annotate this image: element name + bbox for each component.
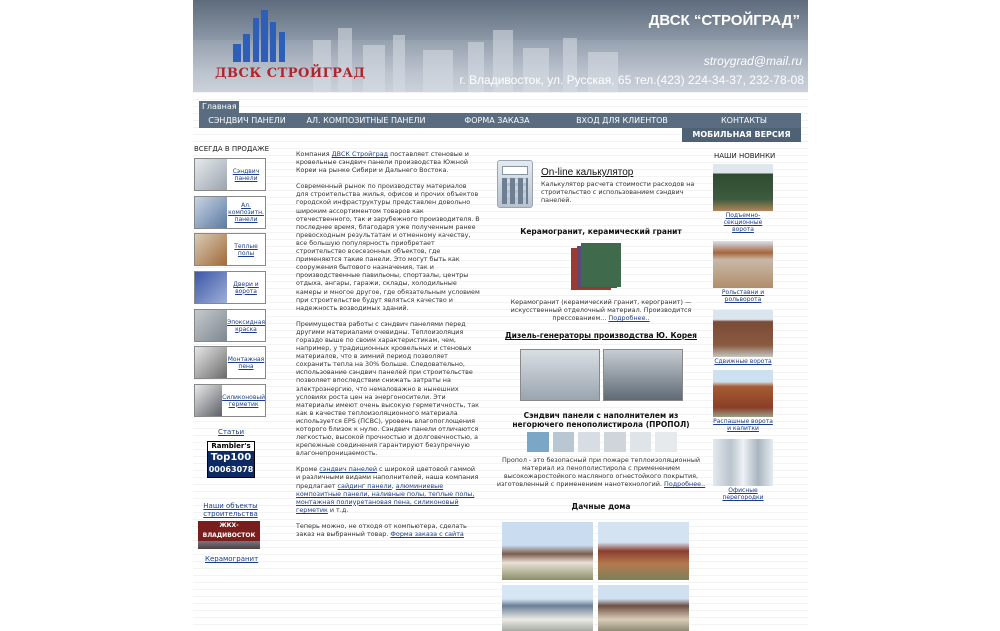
sandwich-panels-link[interactable]: сэндвич панелей bbox=[319, 465, 378, 474]
mobile-version-button[interactable]: МОБИЛЬНАЯ ВЕРСИЯ bbox=[682, 128, 801, 142]
calculator-icon[interactable] bbox=[497, 160, 533, 208]
propol-panels-title[interactable]: Сэндвич панели с наполнителем из негорючего пенополистирола (ПРОПОЛ) bbox=[512, 411, 690, 429]
category-aluminum-panels[interactable]: Ал. композитн. панели bbox=[194, 196, 266, 229]
online-calculator-title[interactable]: On-line калькулятор bbox=[541, 167, 634, 178]
new-item-image[interactable] bbox=[713, 164, 773, 211]
brand-name: ДВСК “СТРОЙГРАД” bbox=[648, 12, 800, 29]
new-item-sliding-gates[interactable]: Сдвижные ворота bbox=[713, 310, 773, 365]
logo-text[interactable]: ДВСК СТРОЙГРАД bbox=[215, 66, 366, 81]
new-item-roller-shutters[interactable]: Рольставни и рольворота bbox=[713, 241, 773, 303]
new-item-swing-gates[interactable]: Распашные ворота и калитки bbox=[713, 370, 773, 432]
our-objects-link[interactable]: Наши объекты строительства bbox=[203, 502, 258, 518]
contact-address: г. Владивосток, ул. Русская, 65 тел.(423) 224-34-37, 232-78-08 bbox=[459, 73, 804, 87]
nav-aluminum-panels[interactable]: АЛ. КОМПОЗИТНЫЕ ПАНЕЛИ bbox=[306, 116, 426, 125]
category-thumb bbox=[195, 310, 227, 341]
nav-sandwich-panels[interactable]: СЭНДВИЧ ПАНЕЛИ bbox=[208, 116, 286, 125]
articles-link[interactable]: Статьи bbox=[218, 428, 245, 436]
ceramic-granite-title[interactable]: Керамогранит, керамический гранит bbox=[520, 227, 682, 236]
new-item-image[interactable] bbox=[713, 439, 773, 486]
category-thumb bbox=[195, 347, 227, 378]
category-thumb bbox=[195, 272, 227, 303]
category-sandwich-panels[interactable]: Сэндвич панели bbox=[194, 158, 266, 191]
country-house-photo-1[interactable] bbox=[502, 522, 593, 580]
page bbox=[193, 0, 808, 631]
diesel-generator-photo-1[interactable] bbox=[520, 349, 600, 401]
category-epoxy-paint[interactable]: Эпоксидная краска bbox=[194, 309, 266, 342]
ceramic-granite-link[interactable]: Керамогранит bbox=[205, 555, 259, 563]
nav-order-form[interactable]: ФОРМА ЗАКАЗА bbox=[464, 116, 530, 125]
nav-home-tab[interactable]: Главная bbox=[199, 101, 239, 113]
new-item-office-partitions[interactable]: Офисные перегородки bbox=[713, 439, 773, 501]
siding-panels-link[interactable]: сайдинг панели bbox=[337, 481, 392, 490]
country-house-photo-3[interactable] bbox=[502, 585, 593, 631]
ceramic-more-link[interactable]: Подробнее.. bbox=[608, 314, 650, 322]
category-mounting-foam[interactable]: Монтажная пена bbox=[194, 346, 266, 379]
new-item-image[interactable] bbox=[713, 241, 773, 288]
objects-banner-image[interactable]: ЖКХ-ВЛАДИВОСТОК bbox=[198, 521, 260, 549]
new-item-sectional-doors[interactable]: Подъемно-секционные ворота bbox=[713, 164, 773, 233]
diesel-generator-photo-2[interactable] bbox=[603, 349, 683, 401]
contact-email[interactable]: stroygrad@mail.ru bbox=[703, 54, 802, 68]
category-thumb bbox=[195, 197, 227, 228]
nav-contacts[interactable]: КОНТАКТЫ bbox=[721, 116, 767, 125]
propol-swatches[interactable] bbox=[527, 432, 677, 452]
new-item-image[interactable] bbox=[713, 310, 773, 357]
category-warm-floors[interactable]: Теплые полы bbox=[194, 233, 266, 266]
country-house-photo-4[interactable] bbox=[598, 585, 689, 631]
category-silicone-sealant[interactable]: Силиконовый герметик bbox=[194, 384, 266, 417]
propol-description: Пропол - это безопасный при пожаре теплоизоляционный материал из пенополистирола с применением высокожаростойкого масляного огнестойкого покрытия, изготовленный с применением нанотехнологий. Подробнее.. bbox=[496, 456, 706, 488]
category-thumb bbox=[195, 234, 227, 265]
category-doors-gates[interactable]: Двери и ворота bbox=[194, 271, 266, 304]
company-link[interactable]: ДВСК Стройград bbox=[331, 150, 389, 158]
nav-client-login[interactable]: ВХОД ДЛЯ КЛИЕНТОВ bbox=[576, 116, 668, 125]
rambler-counter-badge[interactable]: Rambler's Top100 00063078 bbox=[207, 441, 255, 478]
new-item-image[interactable] bbox=[713, 370, 773, 417]
propol-more-link[interactable]: Подробнее.. bbox=[664, 480, 706, 488]
ceramic-granite-description: Керамогранит (керамический гранит, керогранит) — искусственный отделочный материал. Производится прессованием... Подробнее.. bbox=[510, 298, 692, 322]
ceramic-tiles-image[interactable] bbox=[571, 243, 627, 297]
country-house-photo-2[interactable] bbox=[598, 522, 689, 580]
online-calculator-description: Калькулятор расчета стоимости расходов на строительство с использованием сэндвич панелей. bbox=[541, 180, 695, 204]
always-on-sale-title: ВСЕГДА В ПРОДАЖЕ bbox=[194, 145, 270, 153]
category-thumb bbox=[195, 159, 227, 190]
site-header bbox=[193, 0, 808, 92]
intro-text: Компания ДВСК Стройград поставляет стеновые и кровельные сэндвич панели производства Южной Кореи на рынке Сибири и Дальнего Востока. Современный рынок по производству материалов для строительства жилья, офисов и прочих объектов городской инфраструктуры представлен довольно широким ассортиментом товаров как отечественного, так и зарубежного производителя. В последнее время, благодаря уже полученным ранее превосходным результатам и отменному качеству, все большую популярность приобретает строительство всесезонных объектов, где применяются такие панели. Это могут быть как сооружения бытового назначения, так и производственные павильоны, спортзалы, центры отдыха, ангары, гаражи, склады, холодильные камеры и многое другое, где обязательным условием при строительстве будут являться качество и надежность возводимых зданий. Преимущества работы с сэндвич панелями перед другими материалами очевидны. Теплоизоляция гораздо выше по своим характеристикам, чем, например, у традиционных кровельных и стеновых материалов, что в зимний период позволяет сохранить тепла на 30% больше. Следовательно, использование сэндвич панелей при строительстве позволяет впоследствии снижать затраты на электроэнергию, что немаловажно в нынешних условиях роста цен на энергоносители. Эти материалы имеют очень высокую герметичность, так как в качестве теплоизоляционного материала используется EPS (ПСВС), уровень влагопоглощения которого близок к нулю. Сэндвич панели отличаются легкостью, высокой прочностью и долговечностью, а крепежные соединения гарантируют безупречную влагонепроницаемость. Кроме сэндвич панелей с широкой цветовой гаммой и различными видами наполнителей, наша компания предлагает сайдинг панели, алюминиевые композитные панели, наливные полы, теплые полы, монтажная полиуретановая пена, силиконовый герметик и т.д. Теперь можно, не отходя от компьютера, сделать заказ на выбранный товар. Форма заказа с сайта bbox=[296, 150, 480, 539]
order-form-link[interactable]: Форма заказа с сайта bbox=[390, 530, 464, 539]
new-products-title: НАШИ НОВИНКИ bbox=[714, 152, 776, 160]
category-thumb bbox=[195, 385, 222, 416]
main-nav bbox=[199, 113, 801, 128]
products-links[interactable]: алюминиевые композитные панели, наливные полы, теплые полы, монтажная полиуретановая пена, силиконовый герметик bbox=[296, 481, 475, 514]
diesel-generators-title[interactable]: Дизель-генераторы производства Ю. Корея bbox=[505, 331, 697, 340]
country-houses-title[interactable]: Дачные дома bbox=[571, 502, 631, 511]
